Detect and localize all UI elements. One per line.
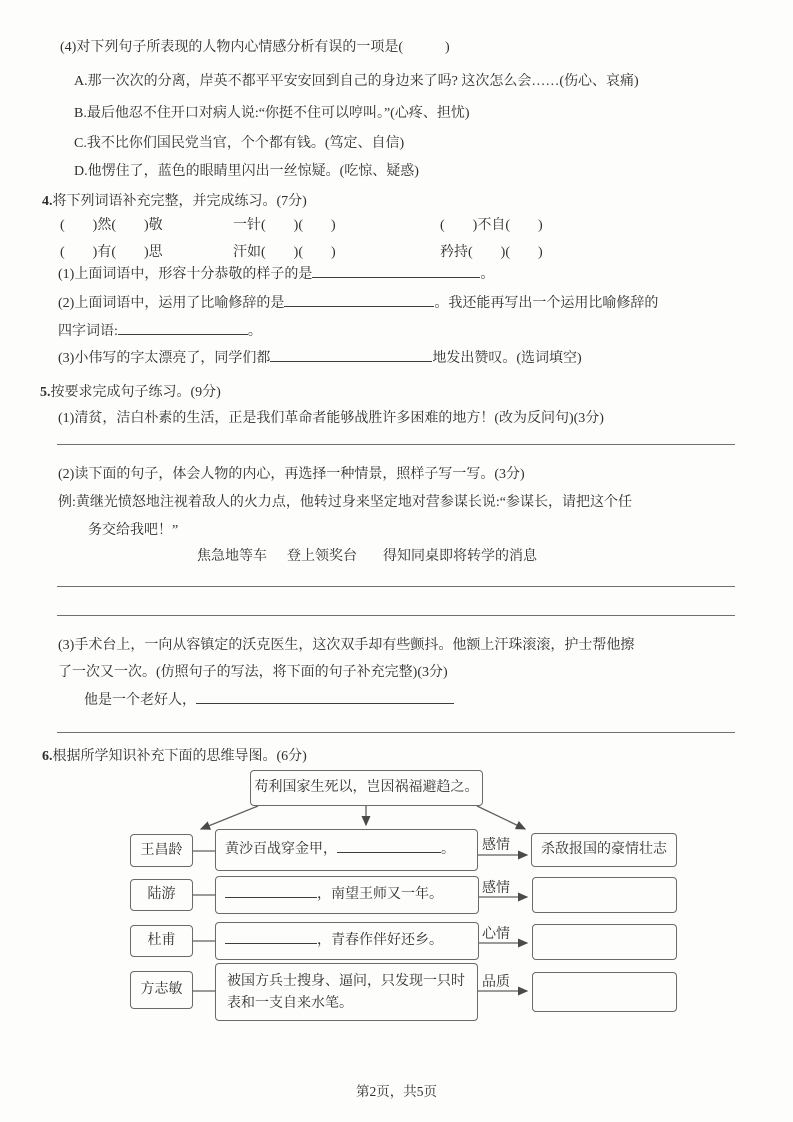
blank-line (284, 293, 434, 307)
mindmap-root-box: 苟利国家生死以，岂因祸福避趋之。 (250, 770, 483, 806)
answer-line (57, 732, 735, 733)
mindmap-relation-label: 品质 (482, 975, 510, 990)
mindmap-result-box: 杀敌报国的豪情壮志 (531, 833, 677, 867)
mindmap (0, 765, 793, 1045)
mindmap-content-box (215, 829, 478, 871)
q4-sub2-line2-suffix: 。 (247, 324, 262, 339)
q4-sub1 (58, 263, 494, 283)
mindmap-result-box (532, 877, 677, 913)
mindmap-result-box (532, 972, 677, 1012)
word-group: ( )不自( ) (440, 218, 543, 233)
q4-sub2-line1 (58, 292, 658, 312)
blank-line (337, 839, 441, 853)
q5-header (40, 381, 221, 401)
mindmap-relation-label: 心情 (482, 927, 510, 942)
word-group: ( )有( )思 (60, 245, 163, 260)
mindmap-content-suffix: ，青春作伴好还乡。 (317, 933, 443, 948)
q5-example-line1: 例:黄继光愤怒地注视着敌人的火力点，他转过身来坚定地对营参谋长说:“参谋长，请把这个任 (58, 495, 632, 510)
word-group: 矜持( )( ) (440, 245, 543, 260)
q3-sub4-stem: (4)对下列句子所表现的人物内心情感分析有误的一项是( ) (60, 40, 450, 55)
answer-line (57, 586, 735, 587)
mindmap-name-box: 方志敏 (130, 971, 193, 1009)
scenario-option-2: 登上领奖台 (287, 549, 357, 564)
q4-stem: 将下列词语补充完整，并完成练习。(7分) (52, 194, 307, 209)
q5-stem: 按要求完成句子练习。(9分) (50, 385, 221, 400)
q4-sub2-line2 (58, 320, 262, 340)
mindmap-result-box (532, 924, 677, 960)
q6-number: 6. (42, 749, 53, 764)
q6-stem: 根据所学知识补充下面的思维导图。(6分) (52, 749, 307, 764)
blank-line (196, 690, 454, 704)
q4-number: 4. (42, 194, 53, 209)
mindmap-content-box (215, 876, 479, 914)
blank-line (312, 264, 480, 278)
q5-sub3-line2: 了一次又一次。(仿照句子的写法，将下面的句子补充完整)(3分) (58, 665, 448, 680)
q5-sub3-fill-prefix: 他是一个老好人， (84, 693, 196, 708)
q4-sub2-prefix: (2)上面词语中，运用了比喻修辞的是 (58, 296, 285, 311)
blank-line (225, 930, 317, 944)
answer-line (57, 615, 735, 616)
mindmap-name-box: 王昌龄 (130, 834, 193, 867)
q4-sub1-suffix: 。 (480, 267, 495, 282)
q3-sub4-option-b: B.最后他忍不住开口对病人说:“你挺不住可以哼叫。”(心疼、担忧) (74, 106, 470, 121)
mindmap-name-box: 杜甫 (130, 925, 193, 957)
word-group: 汗如( )( ) (233, 245, 336, 260)
q4-sub3-suffix: 地发出赞叹。(选词填空) (432, 351, 582, 366)
word-group: ( )然( )敬 (60, 218, 163, 233)
q5-sub2: (2)读下面的句子，体会人物的内心，再选择一种情景，照样子写一写。(3分) (58, 467, 525, 482)
word-group: 一针( )( ) (233, 218, 336, 233)
mindmap-name-box: 陆游 (130, 879, 193, 911)
mindmap-content-suffix: ，南望王师又一年。 (317, 887, 443, 902)
q5-number: 5. (40, 385, 51, 400)
page-footer: 第2页，共5页 (356, 1084, 437, 1099)
q6-header (42, 745, 307, 765)
q3-sub4-option-c: C.我不比你们国民党当官，个个都有钱。(笃定、自信) (74, 136, 405, 151)
q4-header (42, 190, 307, 210)
q4-sub3-prefix: (3)小伟写的字太漂亮了，同学们都 (58, 351, 271, 366)
mindmap-relation-label: 感情 (482, 838, 510, 853)
mindmap-content-suffix: 。 (441, 842, 455, 857)
blank-line (225, 884, 317, 898)
mindmap-content-prefix: 黄沙百战穿金甲， (225, 842, 337, 857)
mindmap-content-box: 被国方兵士搜身、逼问，只发现一只时表和一支自来水笔。 (215, 963, 478, 1021)
blank-line (118, 321, 248, 335)
q5-sub1: (1)清贫，洁白朴素的生活，正是我们革命者能够战胜许多困难的地方！(改为反问句)(3分) (58, 411, 604, 426)
q4-sub3 (58, 347, 582, 367)
q4-sub2-line2-prefix: 四字词语: (58, 324, 118, 339)
q4-sub2-mid: 。我还能再写出一个运用比喻修辞的 (434, 296, 659, 311)
q3-sub4-option-a: A.那一次次的分离，岸英不都平平安安回到自己的身边来了吗? 这次怎么会……(伤心、哀痛) (74, 74, 639, 89)
mindmap-relation-label: 感情 (482, 881, 510, 896)
q3-sub4-option-d: D.他愣住了，蓝色的眼睛里闪出一丝惊疑。(吃惊、疑惑) (74, 164, 419, 179)
scenario-option-3: 得知同桌即将转学的消息 (383, 549, 537, 564)
scenario-option-1: 焦急地等车 (197, 549, 267, 564)
q4-sub1-prefix: (1)上面词语中，形容十分恭敬的样子的是 (58, 267, 313, 282)
blank-line (270, 348, 432, 362)
answer-line (57, 444, 735, 445)
q5-sub3-fill (84, 689, 454, 709)
mindmap-content-box (215, 922, 479, 960)
q5-sub3-line1: (3)手术台上，一向从容镇定的沃克医生，这次双手却有些颤抖。他额上汗珠滚滚，护士帮他擦 (58, 638, 635, 653)
q5-example-line2: 务交给我吧！” (88, 523, 179, 538)
